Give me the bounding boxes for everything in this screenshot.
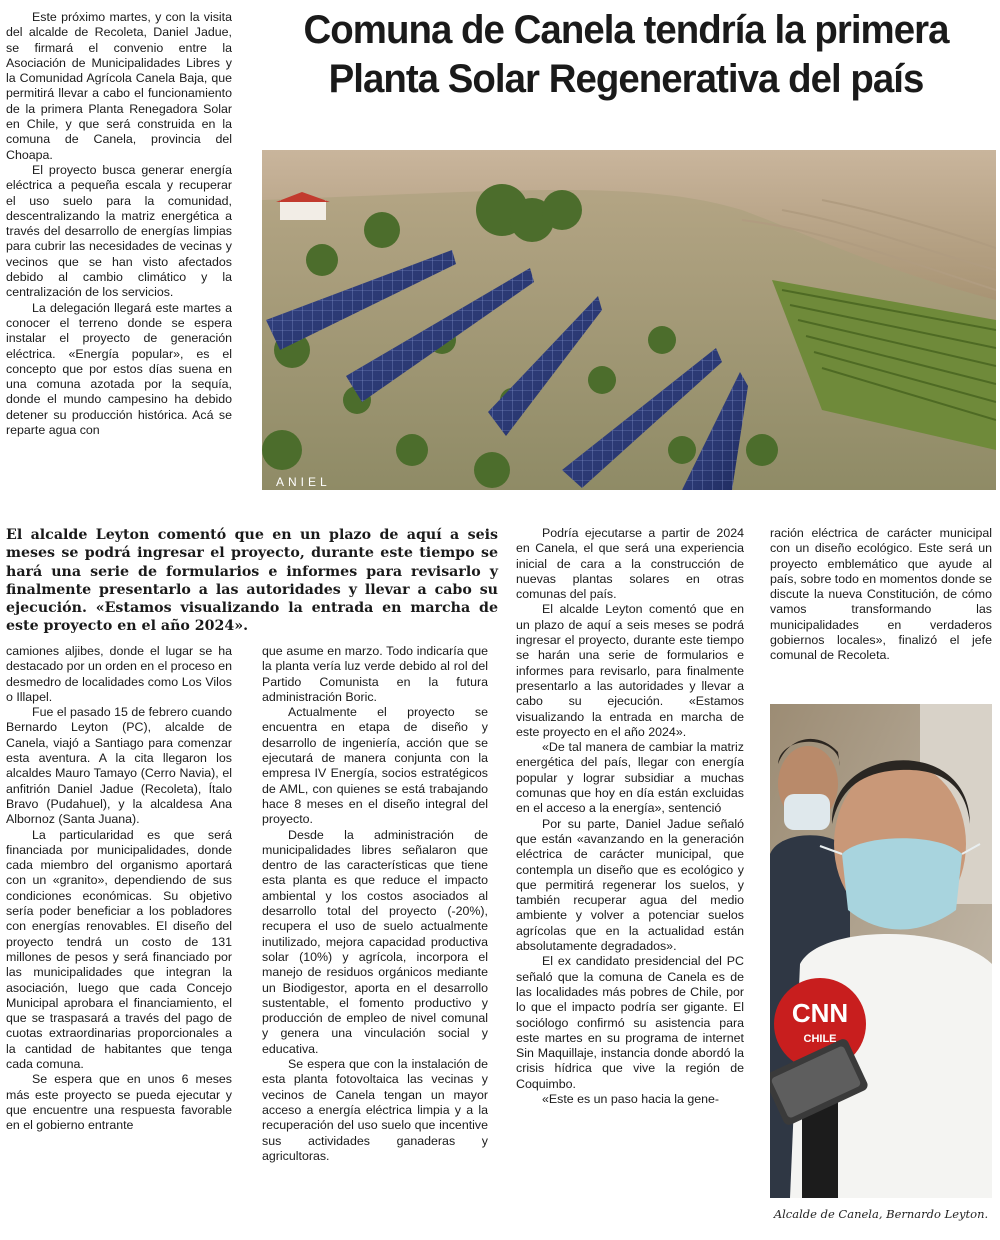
article-column-1: [6, 644, 232, 1234]
mayor-portrait-illustration: [770, 704, 992, 1198]
article-paragraph: Actualmente el proyecto se encuentra en etapa de diseño y desarrollo de ingeniería, acción que se ejecutará de manera conjunta con la empresa IV Energía, socios estratégicos de AML, con quienes se está trabajando hace 8 meses en el diseño integral del proyecto.: [262, 705, 488, 827]
article-paragraph: Podría ejecutarse a partir de 2024 en Canela, el que será una experiencia inicial de cara a la construcción de nuevas plantas solares en otras comunas del país.: [516, 526, 744, 602]
mic-logo-text: CNN: [791, 998, 849, 1028]
article-paragraph: La particularidad es que será financiada por municipalidades, donde cada miembro del organismo aportará con un «granito», dependiendo de sus condiciones económicas. Su objetivo sería poder beneficiar a los pobladores con energías renovables. El diseño del proyecto tendrá un costo de 131 millones de pesos y será financiado por las municipalidades que integran la asociación, luego que cada Concejo Municipal aprobara el financiamiento, el que se traspasará a través del pago de cuotas extraordinarias proporcionales a la cantidad de habitantes que tenga cada comuna.: [6, 827, 232, 1072]
solar-plant-illustration: [262, 150, 996, 490]
solar-plant-photo: [262, 150, 996, 490]
intro-paragraph: El proyecto busca generar energía eléctrica a pequeña escala y recuperar el uso suelo para la comunidad, descentralizando la matriz energética a través del desarrollo de energías limpias para cubrir las necesidades de vecinas y vecinos que se han visto afectados debido al cambio climático y la centralización de los servicios.: [6, 162, 232, 300]
pull-quote: El alcalde Leyton comentó que en un plazo de aquí a seis meses se podrá ingresar el proyecto, durante este tiempo se hará una serie de formularios e informes para revisarlo y finalmente presentarlo a las autoridades y llevar a cabo su ejecución. «Estamos visualizando la entrada en marcha de este proyecto en el año 2024».: [6, 527, 498, 635]
article-paragraph: «De tal manera de cambiar la matriz energética del país, llegar con energía popular y lograr subsidiar a muchas comunas que hoy en día están excluidas en el acceso a la energía», sentenció: [516, 740, 744, 816]
article-paragraph: Fue el pasado 15 de febrero cuando Bernardo Leyton (PC), alcalde de Canela, viajó a Santiago para comenzar esta aventura. A la cita llegaron los alcaldes Mauro Tamayo (Cerro Navia), el anfitrión Daniel Jadue (Recoleta), Ítalo Bravo (Pudahuel), y la alcaldesa Ana Albornoz (Santa Juana).: [6, 705, 232, 827]
intro-paragraph: La delegación llegará este martes a conocer el terreno donde se espera instalar el proyecto de generación eléctrica. «Energía popular», es el concepto que por estos días suena en una comuna azotada por la sequía, donde el mundo campesino ha debido detener su producción histórica. Acá se reparte agua con: [6, 300, 232, 438]
article-paragraph: «Este es un paso hacia la gene-: [542, 1091, 720, 1106]
article-paragraph: que asume en marzo. Todo indicaría que la planta vería luz verde debido al rol del Partido Comunista en la futura administración Boric.: [262, 644, 488, 704]
article-paragraph: Desde la administración de municipalidades libres señalaron que dentro de las características que tiene esta planta es que reduce el impacto ambiental y los costos asociados al desarrollo total del proyecto (-20%), recupera el uso de suelo actualmente inutilizado, mejora capacidad productiva solar (10%) y agrícola, incorpora el manejo de residuos orgánicos mediante un Biodigestor, aporta en el desarrollo sustentable, el fomento productivo y producción de empleo de nivel comunal y genera una vinculación social y educativa.: [262, 827, 488, 1056]
article-paragraph: El ex candidato presidencial del PC señaló que la comuna de Canela es de las localidades más pobres de Chile, por lo que el impacto podría ser gigante. El sociólogo confirmó su asistencia para este martes en su programa de internet Sin Maquillaje, instancia donde abordó la crisis hídrica que vive la región de Coquimbo.: [516, 954, 744, 1091]
photo-watermark: ANIEL: [276, 475, 331, 489]
article-paragraph: ración eléctrica de carácter municipal con un diseño ecológico. Este será un proyecto emblemático que ayude al país, sobre todo en momentos donde se discute la nueva Constitución, de cómo vamos transformando las municipalidades en verdaderos gobiernos locales», finalizó el jefe comunal de Recoleta.: [770, 526, 992, 663]
mayor-portrait-photo: [770, 704, 992, 1198]
article-paragraph: El alcalde Leyton comentó que en un plazo de aquí a seis meses se podrá ingresar el proyecto, durante este tiempo se harán una serie de formularios e informes para revisarlo, para finalmente presentarlo a las autoridades y llevar a cabo su ejecución. «Estamos visualizando la entrada en marcha de este proyecto en el año 2024».: [516, 602, 744, 739]
article-column-4: [770, 526, 992, 696]
intro-paragraph: Este próximo martes, y con la visita del alcalde de Recoleta, Daniel Jadue, se firmará el convenio entre la Asociación de Municipalidades Libres y la Comunidad Agrícola Canela Baja, que permitirá llevar a cabo el funcionamiento de la primera Planta Renegadora Solar en Chile, y que será construida en la comuna de Canela, provincia del Choapa.: [6, 10, 232, 162]
intro-column: [6, 10, 232, 510]
article-paragraph: Por su parte, Daniel Jadue señaló que están «avanzando en la generación eléctrica de carácter municipal, que contempla un diseño que es ecológico y que permitirá regenerar los suelos, y también recuperar agua del medio ambiente y volver a potenciar suelos agrícolas que en la actualidad están absolutamente degradados».: [516, 816, 744, 954]
article-paragraph: Se espera que con la instalación de esta planta fotovoltaica las vecinas y vecinos de Canela tengan un mayor acceso a energía eléctrica limpia y a la recuperación del uso suelo que incentive sus actividades ganaderas y agricultoras.: [262, 1057, 488, 1163]
article-paragraph: Se espera que en unos 6 meses más este proyecto se pueda ejecutar y que encuentre una respuesta favorable en el gobierno entrante: [6, 1072, 232, 1133]
article-paragraph: camiones aljibes, donde el lugar se ha destacado por un orden en el proceso en desmedro de localidades como Los Vilos o Illapel.: [6, 644, 232, 704]
article-column-3: [516, 526, 744, 1234]
article-column-2: [262, 644, 488, 1234]
headline: Comuna de Canela tendría la primera Planta Solar Regenerativa del país: [303, 8, 949, 101]
photo-caption: Alcalde de Canela, Bernardo Leyton.: [773, 1207, 989, 1221]
mic-logo-subtext: CHILE: [803, 1033, 837, 1045]
